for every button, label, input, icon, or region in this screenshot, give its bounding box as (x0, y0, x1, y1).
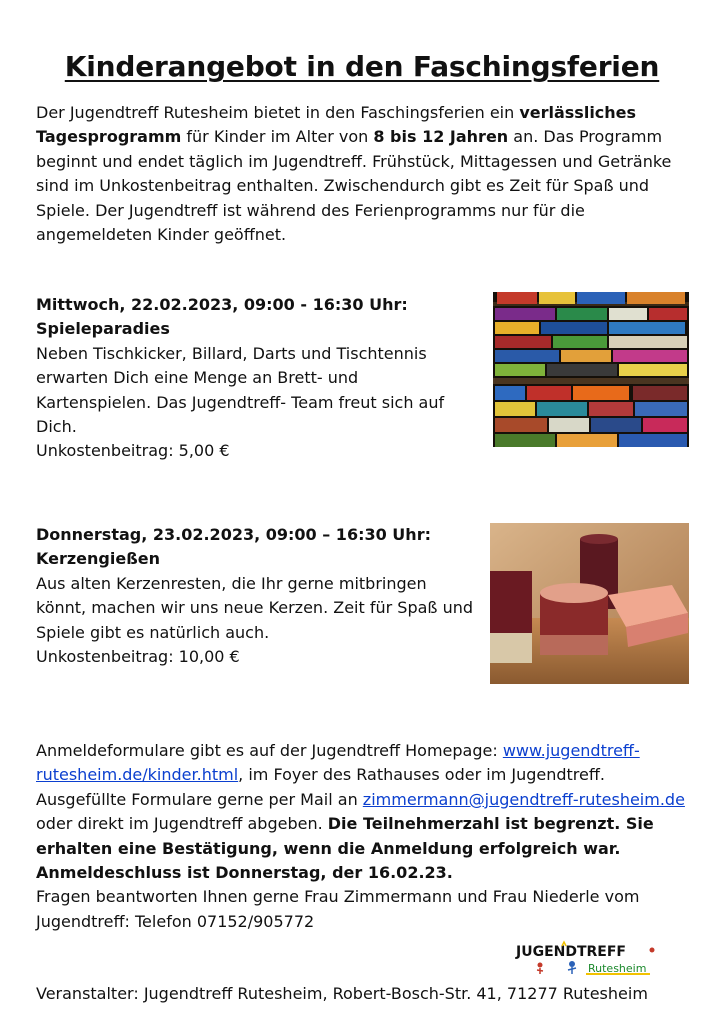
event-description: Neben Tischkicker, Billard, Darts und Tischtennis erwarten Dich eine Menge an Brett- und Kartenspielen. Das Jugendtreff- Team freut sich auf Dich. (36, 343, 445, 437)
event-spieleparadies (36, 293, 476, 464)
signup-text-1: Anmeldeformulare gibt es auf der Jugendtreff Homepage: (36, 741, 503, 760)
logo-subtitle: Rutesheim (588, 962, 647, 975)
event-fee: Unkostenbeitrag: 10,00 € (36, 647, 240, 667)
signup-text-2: , im Foyer des Rathauses oder im Jugendtreff. Ausgefüllte Formulare gerne per Mail an (36, 765, 605, 809)
event-date: Donnerstag, 23.02.2023, 09:00 – 16:30 Uhr: (36, 525, 431, 544)
event-name: Spieleparadies (36, 319, 170, 339)
intro-bold-age: 8 bis 12 Jahren (373, 127, 509, 147)
signup-paragraph (36, 739, 696, 934)
event-name: Kerzengießen (36, 549, 160, 569)
intro-paragraph (36, 101, 696, 247)
intro-text-2: für Kinder im Alter von (181, 127, 374, 147)
intro-bold-program: verlässliches Tagesprogramm (36, 103, 637, 147)
signup-text-3: oder direkt im Jugendtreff abgeben. (36, 814, 328, 834)
event-description: Aus alten Kerzenresten, die Ihr gerne mitbringen könnt, machen wir uns neue Kerzen. Zeit für Spaß und Spiele gibt es natürlich auch. (36, 573, 473, 642)
board-games-photo (493, 292, 689, 447)
homepage-link[interactable]: www.jugendtreff-rutesheim.de/kinder.html (36, 741, 640, 785)
logo-title: JUGENDTREFF (516, 944, 626, 960)
signup-bold-notice: Die Teilnehmerzahl ist begrenzt. Sie erhalten eine Bestätigung, wenn die Anmeldung erfolgreich war. Anmeldeschluss ist Donnerstag, der 16.02.23. (36, 814, 654, 883)
intro-text-1: Der Jugendtreff Rutesheim bietet in den Faschingsferien ein (36, 103, 520, 122)
questions-text: Fragen beantworten Ihnen gerne Frau Zimmermann und Frau Niederle vom Jugendtreff: Telefon 07152/905772 (36, 887, 640, 931)
email-link[interactable]: zimmermann@jugendtreff-rutesheim.de (362, 789, 685, 809)
event-fee: Unkostenbeitrag: 5,00 € (36, 441, 230, 461)
footer-organizer: Veranstalter: Jugendtreff Rutesheim, Robert-Bosch-Str. 41, 71277 Rutesheim (36, 984, 648, 1003)
event-kerzengiessen (36, 523, 476, 669)
page-title: Kinderangebot in den Faschingsferien (64, 50, 660, 83)
candles-photo (490, 523, 689, 684)
event-date: Mittwoch, 22.02.2023, 09:00 - 16:30 Uhr: (36, 295, 408, 314)
jugendtreff-logo (510, 940, 660, 980)
intro-text-3: an. Das Programm beginnt und endet täglich im Jugendtreff. Frühstück, Mittagessen und Getränke sind im Unkostenbeitrag enthalten. Zwischendurch gibt es Zeit für Spaß und Spiele. Der Jugendtreff ist während des Ferienprogramms nur für die angemeldeten Kinder geöffnet. (36, 127, 672, 245)
